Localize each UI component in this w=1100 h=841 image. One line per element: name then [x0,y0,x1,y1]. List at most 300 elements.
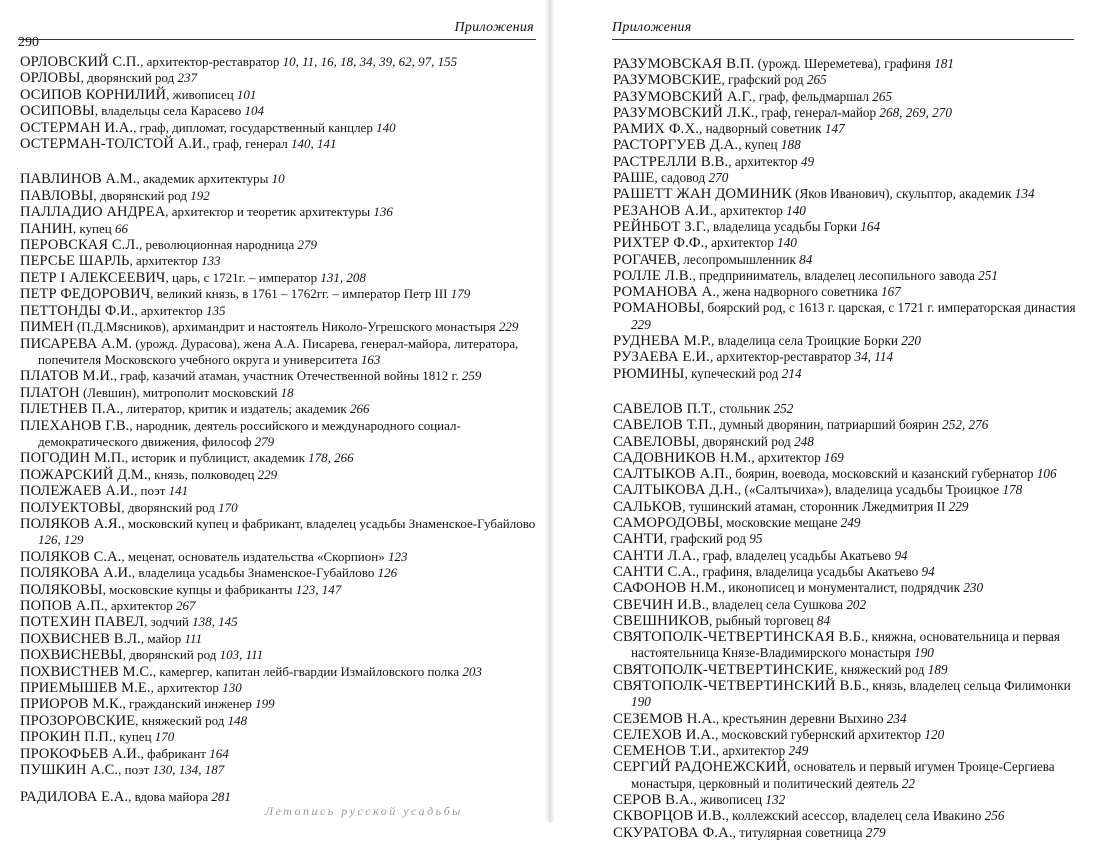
index-entry-name: САЛТЫКОВА Д.Н. [613,482,738,499]
index-entry-name: СЕРГИЙ РАДОНЕЖСКИЙ [613,759,788,776]
index-entry-name: ПАНИН [20,220,73,237]
index-entry-description: , рыбный торговец [709,612,817,628]
index-entry-pages: 256 [984,808,1005,824]
index-entry-description: , княжеский род [834,661,928,677]
index-entry-name: РАЗУМОВСКИЙ Л.К. [613,104,755,121]
index-entry-name: РАСТРЕЛЛИ В.В. [613,153,729,170]
index-entry-pages: 234 [886,710,907,726]
index-entry [613,466,1093,482]
index-entry-pages: 192 [190,187,210,203]
index-entry-description: , графиня, владелица усадьбы Акатьево [695,563,922,579]
index-entry-pages: 279 [865,824,886,840]
index-entry-name: СВЕШНИКОВ [613,612,710,629]
index-entry [613,808,1093,824]
index-entry-name: РЮМИНЫ [613,365,685,382]
index-entry [20,664,542,680]
index-entry-name: РЕЗАНОВ А.И. [613,202,714,219]
index-entry-name: ОРЛОВЫ [20,70,81,87]
index-entry-name: ПЕРСЬЕ ШАРЛЬ [20,253,130,270]
index-entry-description: , архитектор [713,202,787,218]
index-entry-name: СВЯТОПОЛК-ЧЕТВЕРТИНСКАЯ В.Б. [613,629,865,646]
index-entry [20,319,542,335]
index-entry [613,154,1093,170]
index-entry-description: , архитектор [129,253,202,269]
index-entry-pages: 229 [948,498,969,514]
index-entry-pages: 94 [894,547,908,563]
right-page [552,0,1100,841]
index-entry-description: , княжна, основательница и первая настоятельница Князе-Владимирского монастыря [631,629,1060,661]
running-head-right: Приложения [612,20,692,35]
index-entry-description: , архитектор [134,302,207,318]
index-entry-name: РАЗУМОВСКАЯ В.П. [613,56,755,72]
index-entry-name: ОСТЕРМАН-ТОЛСТОЙ А.И. [20,136,207,153]
index-entry-name: ПАЛЛАДИО АНДРЕА [20,204,166,221]
index-entry-pages: 248 [794,433,814,449]
index-entry-description: , живописец [693,792,766,808]
index-entry-description: , стольник [712,400,774,416]
index-entry-pages: 279 [254,433,275,449]
index-entry-pages: 267 [175,598,196,613]
index-entry [20,516,542,549]
index-entry [613,580,1093,596]
index-entry-name: САНТИ [613,531,664,548]
index-entry-pages: 170 [218,499,238,515]
index-entry-name: ПОХВИСТНЕВ М.С. [20,663,153,680]
index-entry-description: , княжеский род [135,712,228,728]
index-entry-pages: 140 [376,119,396,135]
index-entry [20,237,542,253]
index-entry-description: , предприниматель, владелец лесопильного завода [692,267,979,283]
index-entry-pages: 130, 134, 187 [152,762,225,778]
index-entry [613,186,1093,202]
index-entry-description: , жена надворного советника [716,284,881,300]
index-entry [20,418,542,451]
index-entry-pages: 251 [978,267,998,283]
index-entry [20,762,542,778]
page-number: 290 [18,35,39,50]
index-entry-description: , архитектор [150,680,223,696]
index-entry-description: , тушинский атаман, сторонник Лжедмитрия II [682,498,949,514]
footer-watermark: Летопись русской усадьбы [265,804,463,818]
index-entry-pages: 120 [924,726,945,742]
index-entry-pages: 229 [498,319,519,335]
index-entry-name: ПОПОВ А.П. [20,598,105,614]
index-entry-name: РЕЙНБОТ З.Г. [613,218,707,235]
index-entry-pages: 104 [244,103,264,119]
index-entry-pages: 164 [209,745,229,761]
index-entry-name: ПЛЕТНЕВ П.А. [20,401,121,418]
index-entry [20,385,542,401]
index-entry [20,54,542,70]
index-entry-name: ПРИОРОВ М.К. [20,696,123,713]
index-entry-name: ПРОКИН П.П. [20,729,113,746]
index-entry [613,662,1093,678]
index-entry [613,678,1093,711]
index-entry-pages: 190 [631,694,651,710]
index-entry-name: СЕЛЕХОВ И.А. [613,726,715,743]
index-entry-name: ПАВЛИНОВ А.М. [20,171,137,188]
index-entry-description: , владелец села Сушкова [705,596,847,612]
index-entry-name: ПЛАТОН [20,384,80,401]
index-entry-description: , графский род [663,531,750,547]
index-entry-name: СВЕЧИН И.В. [613,596,706,613]
index-entry-name: РОГАЧЕВ [613,251,677,268]
index-entry-description: , литератор, критик и издатель; академик [120,401,350,417]
index-entry-pages: 167 [880,284,901,300]
index-entry-name: ПОЛЕЖАЕВ А.И. [20,483,135,500]
index-entry-description: , гражданский инженер [122,696,256,712]
index-entry-description: , дворянский род [695,433,795,449]
index-entry-description: , архитектор-реставратор [140,54,283,69]
index-entry-name: РОМАНОВА А. [613,284,717,301]
index-entry-description: , князь, полководец [147,466,258,482]
index-entry-pages: 229 [257,466,278,482]
index-entry [20,500,542,516]
index-entry-name: ОРЛОВСКИЙ С.П. [20,54,141,70]
index-entry-description: , дворянский род [121,499,219,515]
index-entry-description: , историк и публицист, академик [125,450,309,466]
index-entry-name: ПРИЕМЫШЕВ М.Е. [20,680,151,697]
index-entry-pages: 95 [749,531,763,547]
index-entry [20,120,542,136]
index-entry [20,647,542,663]
index-entry-description: , владелица усадьбы Горки [706,218,861,234]
index-entry [613,564,1093,580]
index-entry-name: СКУРАТОВА Ф.А. [613,824,733,841]
index-entry-description: , граф, владелец усадьбы Акатьево [696,547,895,563]
index-entry-description: , коллежский асессор, владелец села Ивакино [725,808,985,824]
index-entry [20,136,542,152]
index-entry-description: , дворянский род [80,70,178,86]
index-entry [613,417,1093,433]
index-entry [613,56,1093,72]
index-entry-name: СЕМЕНОВ Т.И. [613,743,716,760]
index-entry-pages: 140 [777,235,797,251]
index-entry [20,87,542,103]
index-entry-pages: 138, 145 [192,614,238,630]
index-entry-pages: 49 [800,153,815,169]
index-entry-pages: 130 [222,680,242,696]
index-entry-description: , московский губернский архитектор [714,726,925,742]
index-entry-pages: 10 [271,171,285,187]
index-entry [20,70,542,86]
index-entry-name: ПОЛЯКОВА А.И. [20,565,132,582]
index-entry-pages: 169 [823,449,844,465]
header-rule-right [612,39,1074,40]
index-entry-pages: 230 [963,580,984,596]
index-entry-name: ПИСАРЕВА А.М. [20,335,133,352]
index-entry-name: ПИМЕН [20,319,74,336]
index-entry-description: , архитектор [104,598,176,613]
index-entry-pages: 94 [921,563,935,579]
index-entry-name: САНТИ С.А. [613,563,696,580]
index-entry-description: , живописец [166,86,237,102]
index-entry-name: РУДНЕВА М.Р. [613,333,712,350]
index-list-left [20,54,542,806]
index-entry-description: , граф, генерал-майор [754,104,880,120]
index-entry-name: РИХТЕР Ф.Ф. [613,235,705,252]
index-entry-pages: 10, 11, 16, 18, 34, 39, 62, 97, 155 [282,54,458,69]
index-entry-description: , академик архитектуры [136,171,272,187]
index-entry [613,613,1093,629]
index-entry-pages: 249 [840,515,861,531]
index-entry-description: , меценат, основатель издательства «Скорпион» [121,548,388,564]
index-entry [20,582,542,598]
header-rule-left [18,39,536,40]
index-entry-name: ПЕТР ФЕДОРОВИЧ [20,286,151,303]
index-entry-pages: 34, 114 [854,349,894,365]
index-entry-pages: 163 [360,351,381,367]
index-entry-description: , садовод [654,170,709,186]
index-entry [20,103,542,119]
index-entry-description: , царь, с 1721г. – император [165,269,321,285]
index-entry-description: , дворянский род [122,647,220,663]
index-entry-pages: 199 [255,696,275,712]
index-entry-name: СВЯТОПОЛК-ЧЕТВЕРТИНСКИЙ В.Б. [613,677,866,694]
index-entry [20,696,542,712]
index-entry-description: , дворянский род [93,187,191,203]
index-entry-description: , майор [140,630,185,646]
index-entry [20,450,542,466]
index-entry-name: РАШЕ [613,170,655,187]
index-entry [20,549,542,565]
index-entry [20,368,542,384]
index-entry-name: ПРОКОФЬЕВ А.И. [20,745,141,762]
index-entry [613,89,1093,105]
index-entry [613,515,1093,531]
index-entry-description: , архитектор [704,235,778,251]
index-entry-name: ПЕРОВСКАЯ С.Л. [20,237,139,254]
index-entry-name: САДОВНИКОВ Н.М. [613,449,752,466]
index-entry-description: , думный дворянин, патриарший боярин [712,417,943,433]
index-entry [20,336,542,369]
index-entry [20,401,542,417]
index-entry [613,300,1093,333]
index-entry-name: САМОРОДОВЫ [613,515,720,532]
index-entry-pages: 265 [872,88,893,104]
index-entry-description: , князь, владелец сельца Филимонки [865,677,1071,693]
index-entry [20,253,542,269]
index-entry-name: САВЕЛОВ Т.П. [613,417,713,434]
index-entry-pages: 189 [927,661,948,677]
index-entry-description: , московский купец и фабрикант, владелец усадьбы Знаменское-Губайлово [121,515,536,531]
index-entry-name: ПЕТТОНДЫ Ф.И. [20,302,135,319]
index-entry [20,188,542,204]
index-entry-name: ОСТЕРМАН И.А. [20,119,134,136]
index-entry-pages: 66 [114,220,128,236]
index-entry-name: САЛЬКОВ [613,498,683,515]
index-entry-name: СЕЗЕМОВ Н.А. [613,710,716,727]
index-entry-name: РУЗАЕВА Е.И. [613,349,710,366]
index-entry-pages: 179 [450,286,471,302]
index-entry-pages: 229 [631,316,651,332]
index-entry-pages: 141 [168,483,189,499]
index-entry-pages: 252 [773,400,794,416]
index-entry-pages: 111 [184,630,203,646]
index-entry-name: ПЕТР I АЛЕКСЕЕВИЧ [20,269,166,286]
index-entry-description: , надворный советник [699,121,825,137]
index-entry-pages: 22 [901,775,916,791]
index-entry [613,72,1093,88]
index-entry [20,204,542,220]
index-entry-pages: 190 [914,645,934,661]
index-entry-pages: 148 [227,712,248,728]
index-entry-pages: 220 [901,333,921,349]
index-entry-name: РАМИХ Ф.Х. [613,121,700,138]
index-entry-pages: 237 [177,70,198,86]
index-entry-pages: 126, 129 [38,532,84,548]
index-entry-pages: 281 [211,789,231,805]
index-entry-description: , боярин, воевода, московский и казанский губернатор [728,466,1037,482]
index-entry [20,286,542,302]
index-entry-description: , архитектор [715,743,789,759]
index-entry-name: СКВОРЦОВ И.В. [613,808,726,825]
index-entry-pages: 202 [846,596,867,612]
index-entry [613,401,1093,417]
index-entry-description: , владелица села Троицкие Борки [711,333,902,349]
index-entry-description: , зодчий [144,614,193,630]
index-entry-name: ПОЛЯКОВЫ [20,581,103,598]
index-entry-name: ПОЛУЕКТОВЫ [20,499,122,516]
index-entry [20,729,542,745]
index-entry [613,597,1093,613]
index-entry-pages: 103, 111 [219,647,264,663]
index-entry [613,727,1093,743]
index-entry-name: ПОГОДИН М.П. [20,450,125,467]
index-entry-description: , графский род [721,72,807,88]
index-entry-name: САНТИ Л.А. [613,547,697,564]
index-entry-description: (Левшин), митрополит московский [79,384,281,400]
index-entry-description: , лесопромышленник [676,251,800,267]
index-entry [613,531,1093,547]
index-entry-name: ПЛАТОВ М.И. [20,368,114,385]
index-entry-pages: 140 [786,202,806,218]
index-entry [20,680,542,696]
index-entry-name: ПОХВИСНЕВЫ [20,647,123,664]
index-entry-name: ПОЛЯКОВ А.Я. [20,515,122,532]
index-entry-description: , граф, дипломат, государственный канцлер [133,119,377,135]
index-entry-pages: 270 [708,170,729,186]
index-entry-description: , архитектор [751,449,824,465]
index-entry-pages: 84 [816,612,831,628]
index-entry-pages: 123 [387,548,408,564]
index-entry-name: РАСТОРГУЕВ Д.А. [613,137,739,154]
index-entry-description: , архитектор и теоретик архитектуры [165,204,374,220]
index-entry-description: , («Салтычиха»), владелица усадьбы Троицкое [737,482,1003,498]
index-entry-pages: 170 [154,729,175,745]
index-entry-name: САВЕЛОВ П.Т. [613,400,713,417]
index-entry-description: , архитектор-реставратор [709,349,855,365]
index-entry-pages: 84 [799,251,813,267]
index-entry [613,792,1093,808]
index-entry-description: , основатель и первый игумен Троице-Сергиева монастыря, церковный и политический деятель [631,759,1055,791]
index-entry-description: , крестьянин деревни Выхино [715,710,887,726]
index-entry-name: САФОНОВ Н.М. [613,580,722,597]
index-entry-description: , купец [112,729,155,745]
index-entry-description: (Яков Иванович), скульптор, академик [791,186,1015,202]
index-entry-name: ПРОЗОРОВСКИЕ [20,712,136,729]
index-entry-pages: 214 [781,365,802,381]
index-entry-description: , великий князь, в 1761 – 1762гг. – император Петр III [150,286,451,302]
index-entry [613,235,1093,251]
index-entry [613,711,1093,727]
index-entry-name: ПОХВИСНЕВ В.Л. [20,630,141,647]
index-entry-description: (П.Д.Мясников), архимандрит и настоятель Николо-Угрешского монастыря [73,319,499,335]
index-entry [20,303,542,319]
index-entry [20,221,542,237]
index-entry-pages: 126 [377,565,398,581]
index-entry-name: СЕРОВ В.А. [613,792,694,809]
index-entry [613,825,1093,841]
index-entry-pages: 101 [236,86,257,102]
index-entry-pages: 268, 269, 270 [879,104,952,120]
index-entry [613,219,1093,235]
index-entry-pages: 18 [280,384,294,400]
index-entry [613,499,1093,515]
index-entry-description: , поэт [134,483,169,499]
index-entry [613,743,1093,759]
index-entry [613,629,1093,662]
index-entry-pages: 178, 266 [308,450,354,466]
index-entry-pages: 123, 147 [295,581,342,597]
index-entry [613,366,1093,382]
index-entry-description: , московские мещане [719,515,841,531]
index-entry-description: , поэт [118,762,153,778]
index-entry [20,598,542,614]
index-entry-name: ОСИПОВЫ [20,103,95,120]
index-entry-pages: 279 [297,237,318,253]
index-entry-name: СВЯТОПОЛК-ЧЕТВЕРТИНСКИЕ [613,661,835,678]
index-entry [20,171,542,187]
index-entry [613,434,1093,450]
index-entry [20,713,542,729]
index-entry [613,252,1093,268]
index-entry-name: ПУШКИН А.С. [20,762,119,779]
index-entry-name: ОСИПОВ КОРНИЛИЙ [20,86,167,103]
index-entry [20,467,542,483]
index-entry [613,203,1093,219]
index-entry-description: , архитектор [728,153,801,169]
index-entry-pages: 134 [1014,186,1035,202]
index-entry-name: ПОТЕХИН ПАВЕЛ [20,614,145,631]
index-entry-pages: 164 [860,218,881,234]
index-entry-pages: 259 [461,368,482,384]
index-entry [613,105,1093,121]
index-entry [613,482,1093,498]
index-entry [613,121,1093,137]
index-entry [20,565,542,581]
index-entry [20,614,542,630]
index-entry-description: , купеческий род [684,365,782,381]
index-entry-name: РАДИЛОВА Е.А. [20,789,129,806]
index-entry-description: , вдова майора [128,789,212,805]
index-entry-pages: 133 [201,253,221,269]
index-entry-description: , московские купцы и фабриканты [102,581,296,597]
index-entry-description: , купец [738,137,781,153]
index-entry-pages: 178 [1002,482,1023,498]
index-entry-pages: 106 [1036,466,1057,482]
index-entry [613,450,1093,466]
index-entry [613,349,1093,365]
index-entry [20,270,542,286]
index-entry-name: ПЛЕХАНОВ Г.В. [20,417,130,434]
index-entry-name: ПАВЛОВЫ [20,187,94,204]
index-entry-description: (урожд. Шереметева), графиня [754,56,935,71]
left-page [0,0,548,822]
index-entry [20,483,542,499]
index-entry-pages: 249 [788,743,809,759]
index-entry-description: , камергер, капитан лейб-гвардии Измайловского полка [152,663,463,679]
